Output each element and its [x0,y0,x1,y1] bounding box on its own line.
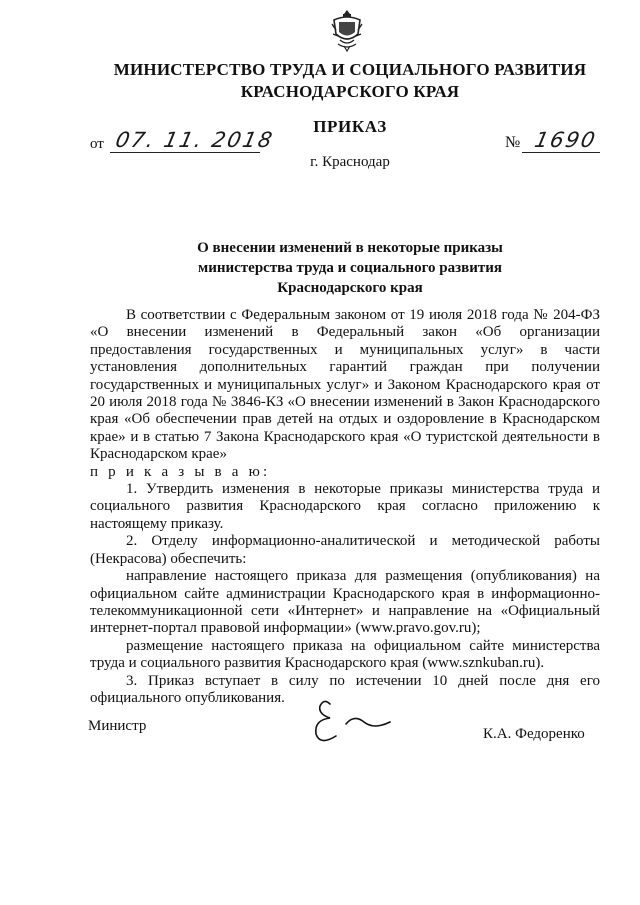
ministry-line-1: МИНИСТЕРСТВО ТРУДА И СОЦИАЛЬНОГО РАЗВИТИЯ [113,60,587,79]
signer-name: К.А. Федоренко [483,726,585,742]
preamble-paragraph: В соответствии с Федеральным законом от 19 июля 2018 года № 204-ФЗ «О внесении изменений в Федеральный закон «Об организации предоставления государственных и муниципальных услуг» в части установления дополнительных гарантий граждан при получении государственных и муниципальных услуг» и Законом Краснодарского края от 20 июля 2018 года № 3846-КЗ «О внесении изменений в Закон Краснодарского края «Об обеспечении прав детей на отдых и оздоровление в Краснодарском крае» и в статью 7 Закона Краснодарского края «О туристской деятельности в Краснодарском крае» [90,307,600,463]
number-prefix: № [505,134,521,151]
date-underline [110,152,260,153]
handwritten-date: 07. 11. 2018 [113,128,277,152]
document-type: ПРИКАЗ [313,117,387,136]
date-prefix: от [90,136,104,152]
handwritten-number: 1690 [532,128,600,152]
document-subject [150,238,550,298]
ministry-line-2: КРАСНОДАРСКОГО КРАЯ [240,82,460,101]
item-3: 3. Приказ вступает в силу по истечении 10 дней после дня его официального опубликования. [90,672,600,706]
signature-icon [306,694,398,750]
number-underline [522,152,600,153]
ministry-name [100,59,600,103]
coat-of-arms-icon [330,8,364,52]
city: г. Краснодар [310,154,390,170]
item-2b: размещение настоящего приказа на официальном сайте министерства труда и социального развития Краснодарского края (www.sznkuban.ru). [90,637,600,672]
subject-line-3: Краснодарского края [277,280,423,296]
item-2: 2. Отделу информационно-аналитической и методической работы (Некрасова) обеспечить: [90,533,600,567]
item-2a: направление настоящего приказа для размещения (опубликования) на официальном сайте администрации Краснодарского края в информационно-телекоммуникационной сети «Интернет» и направление на «Официальный интернет-портал правовой информации» (www.pravo.gov.ru); [90,568,600,637]
signer-position: Министр [88,718,147,734]
subject-line-1: О внесении изменений в некоторые приказы [197,240,503,256]
subject-line-2: министерства труда и социального развития [197,260,503,276]
document-body [90,307,600,707]
item-1: 1. Утвердить изменения в некоторые приказы министерства труда и социального развития Краснодарского края согласно приложению к настоящему приказу. [90,481,600,532]
orders-word: п р и к а з ы в а ю: [90,463,271,480]
